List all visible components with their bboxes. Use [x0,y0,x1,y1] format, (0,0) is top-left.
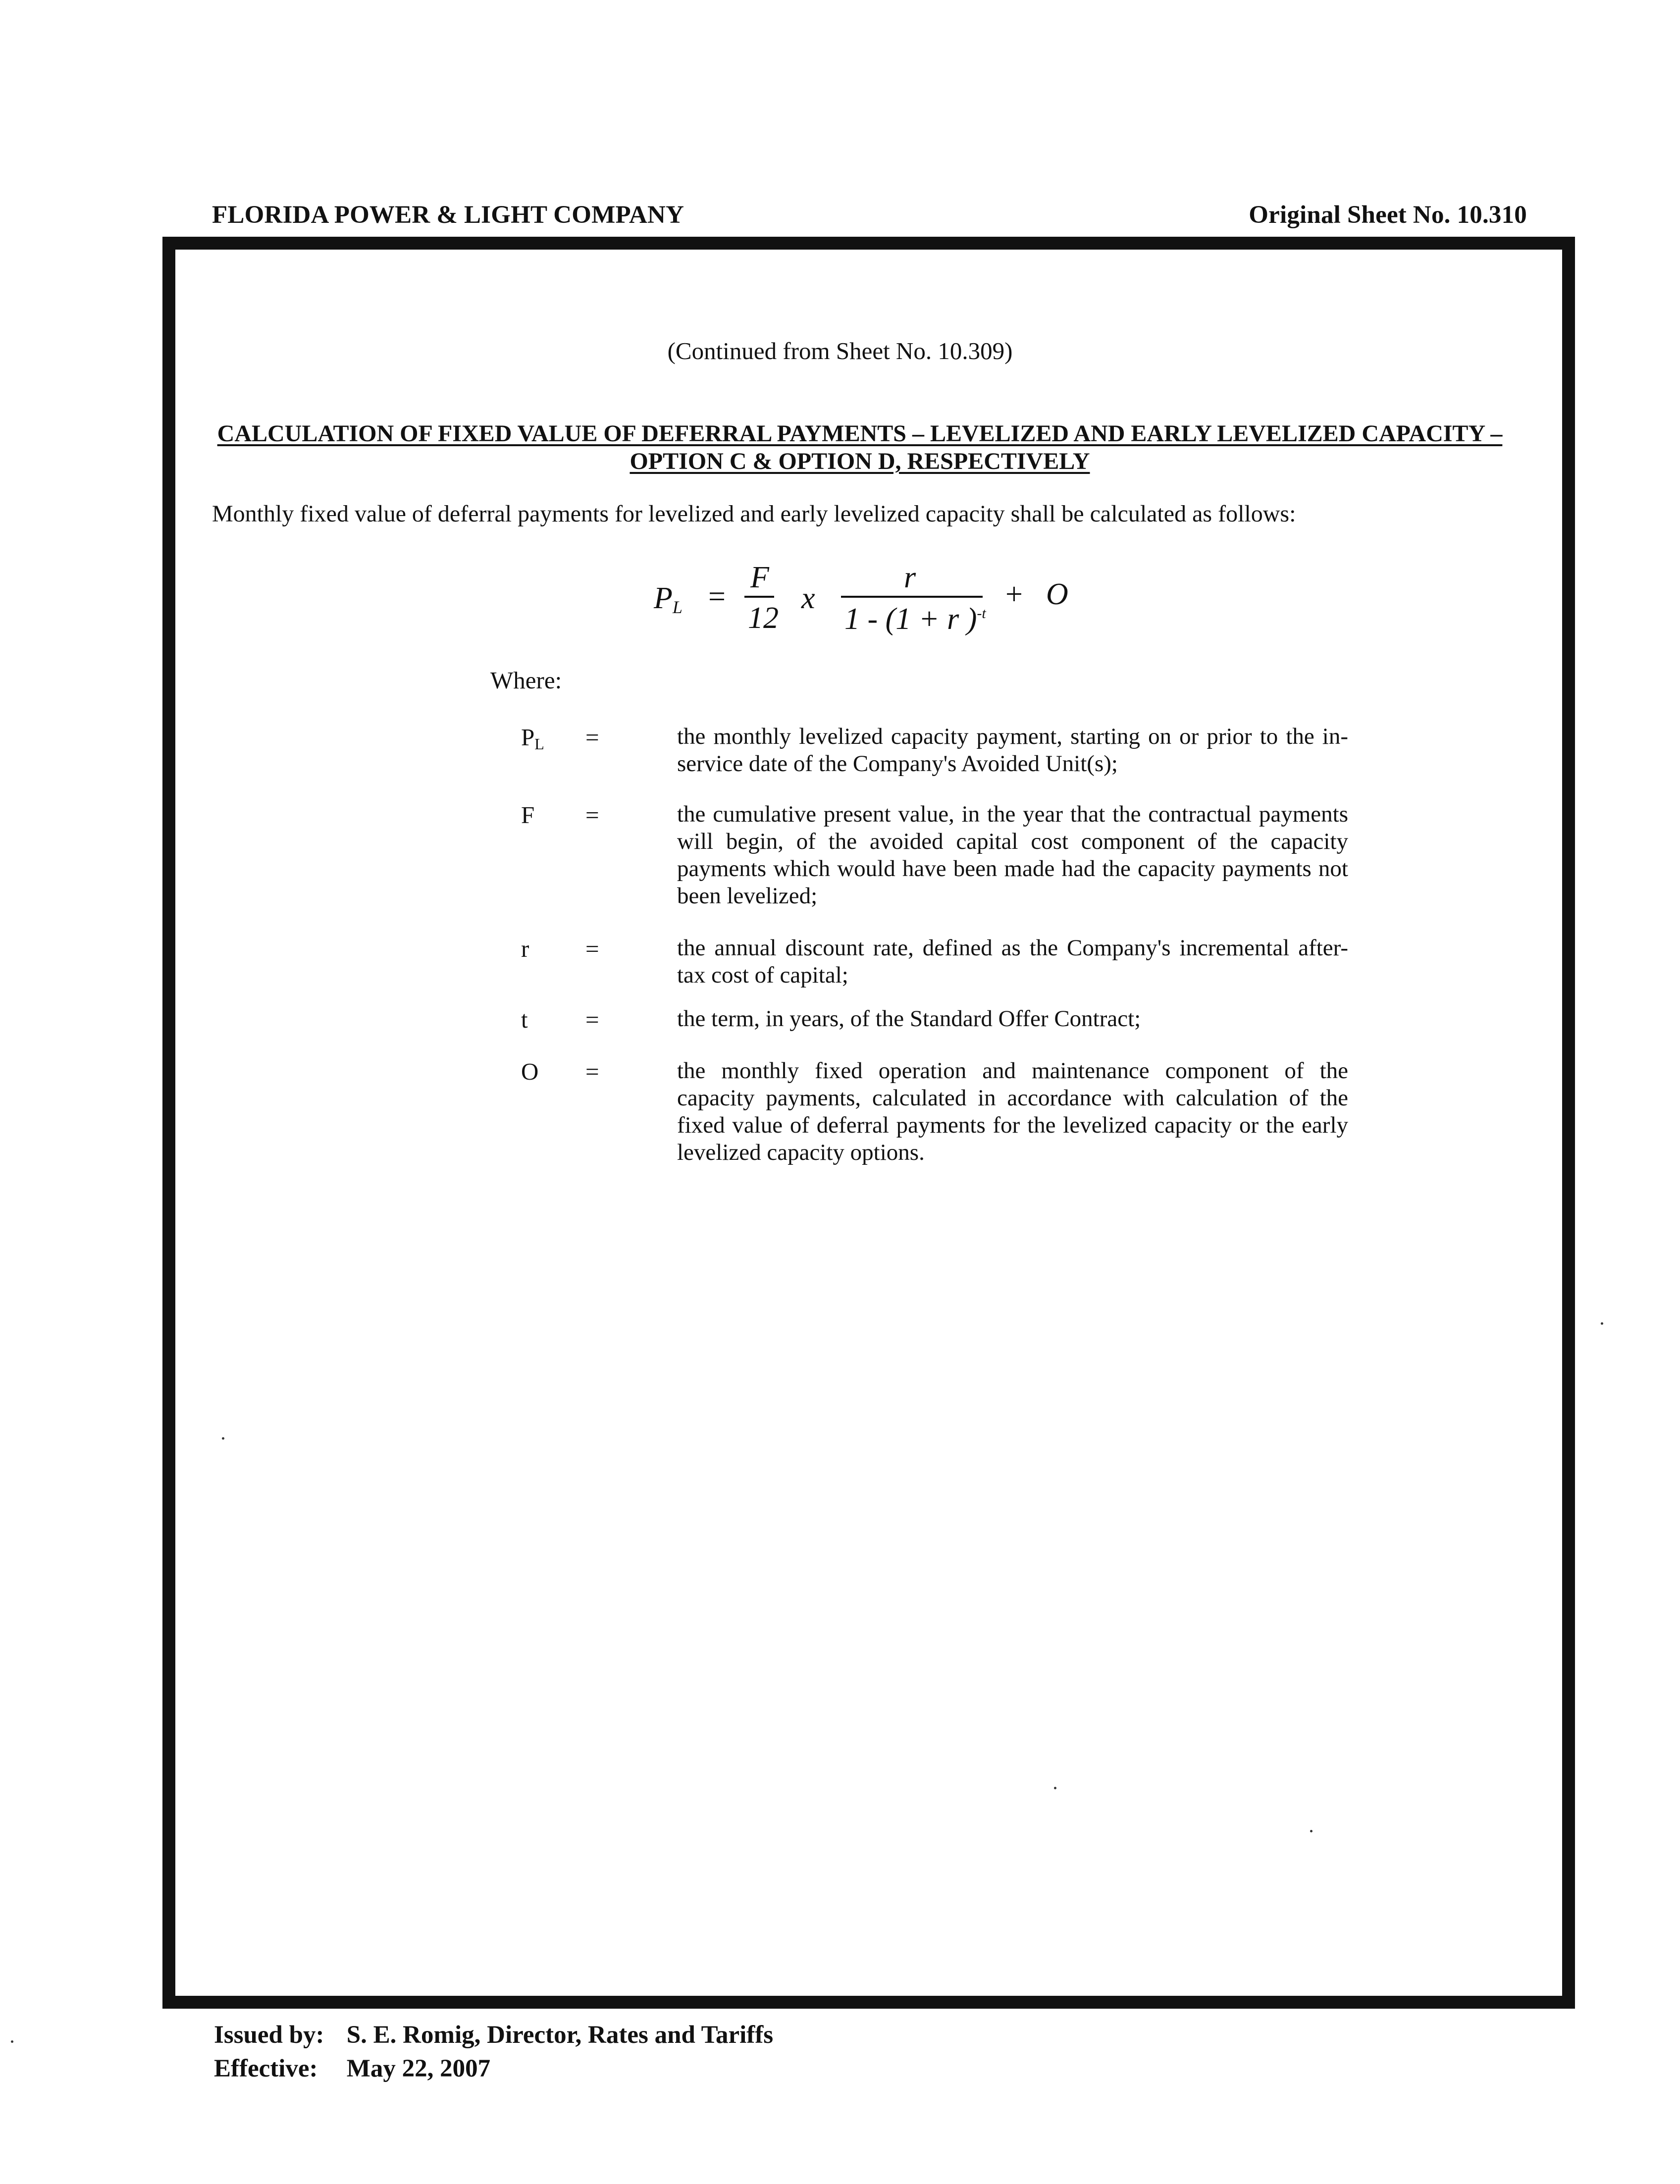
issued-by-value: S. E. Romig, Director, Rates and Tariffs [346,2021,774,2049]
effective-label: Effective: [214,2055,318,2082]
intro-paragraph: Monthly fixed value of deferral payments for levelized and early levelized capacity shall be calculated as follows: [212,501,1296,527]
scan-speck [1601,1322,1603,1325]
sheet-number: Original Sheet No. 10.310 [1249,201,1527,229]
formula-denominator-exponent: -t [977,605,986,622]
issuance-footer [214,2018,773,2085]
definition-symbol-subscript: L [534,735,544,753]
formula-denominator [844,602,986,637]
definition-symbol [521,723,544,753]
formula-times: x [801,581,815,615]
definition-symbol: F [521,801,535,829]
scan-speck [11,2040,13,2043]
formula-denominator-base: 1 - (1 + r ) [844,602,977,636]
formula-fraction-bar-1 [744,596,774,598]
scan-speck [1054,1787,1056,1789]
definition-symbol: r [521,935,529,962]
scan-speck [1310,1830,1312,1832]
definition-equals: = [585,935,599,962]
definition-equals: = [585,1058,599,1085]
definition-text: the term, in years, of the Standard Offer Contract; [677,1006,1141,1032]
issued-by-line [214,2018,773,2052]
formula-lhs [654,581,682,618]
section-title-line-1: CALCULATION OF FIXED VALUE OF DEFERRAL PAYMENTS – LEVELIZED AND EARLY LEVELIZED CAPACITY – [217,420,1503,447]
where-label: Where: [490,667,562,694]
formula-lhs-symbol: P [654,581,673,615]
issued-by-label: Issued by: [214,2021,324,2049]
formula-plus: + [1005,577,1023,611]
definition-text: the monthly fixed operation and maintenance component of the capacity payments, calculated in accordance with calculation of the fixed value of deferral payments for the levelized capacity or the early levelized capacity options. [677,1058,1348,1165]
company-name: FLORIDA POWER & LIGHT COMPANY [212,201,684,229]
definition-symbol: O [521,1058,539,1085]
effective-line [214,2052,773,2085]
formula-fraction-bar-2 [841,596,983,598]
levelized-payment-formula [654,562,1124,661]
definition-symbol: t [521,1006,528,1033]
definition-text: the cumulative present value, in the year that the contractual payments will begin, of the avoided capital cost component of the capacity payments which would have been made had the capacity payments not been levelized; [677,801,1348,909]
section-title [188,420,1531,475]
formula-equals: = [708,580,726,614]
section-title-line-2: OPTION C & OPTION D, RESPECTIVELY [630,448,1090,474]
formula-o: O [1046,577,1068,611]
formula-numerator-r: r [904,561,916,594]
definition-text: the annual discount rate, defined as the Company's incremental after-tax cost of capital; [677,935,1348,988]
scan-speck [222,1437,224,1440]
formula-denominator-12: 12 [748,601,779,635]
effective-date: May 22, 2007 [346,2055,491,2082]
definition-equals: = [585,724,599,751]
formula-numerator-f: F [750,561,769,594]
definition-equals: = [585,1006,599,1033]
continued-note: (Continued from Sheet No. 10.309) [667,337,1013,364]
formula-lhs-subscript: L [672,597,682,617]
definition-equals: = [585,801,599,829]
definition-text: the monthly levelized capacity payment, starting on or prior to the in-service date of the Company's Avoided Unit(s); [677,724,1348,777]
definition-symbol-letter: P [521,724,535,751]
